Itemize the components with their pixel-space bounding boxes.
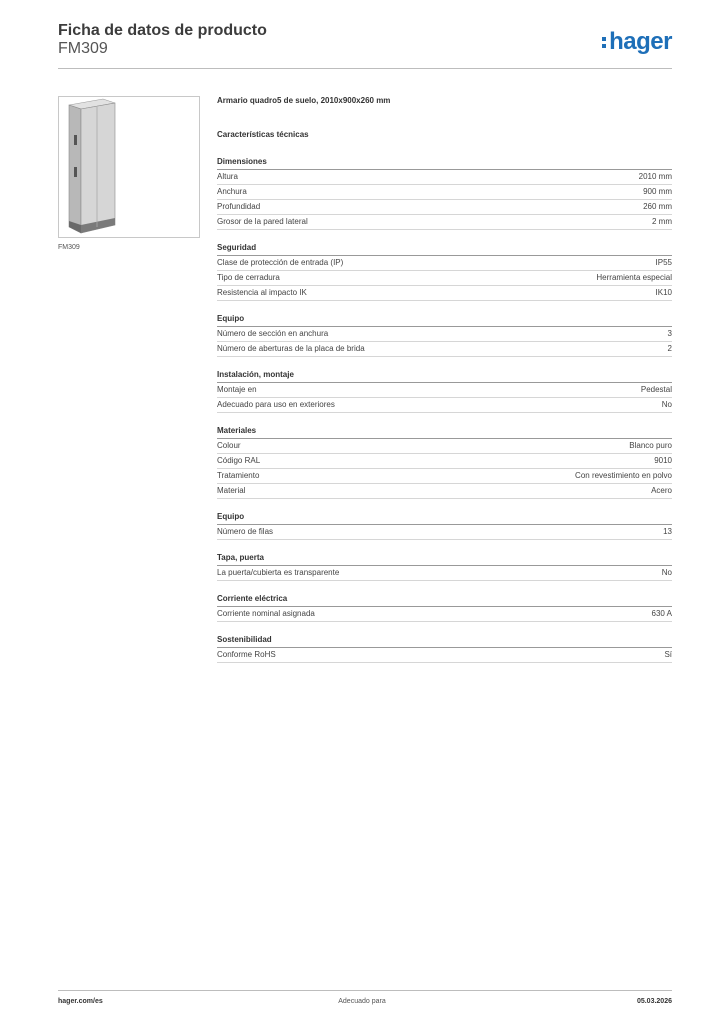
spec-value: Blanco puro xyxy=(629,441,672,450)
spec-label: Tipo de cerradura xyxy=(217,273,280,282)
spec-value: Pedestal xyxy=(640,385,672,394)
spec-row xyxy=(217,185,672,200)
spec-label: Clase de protección de entrada (IP) xyxy=(217,258,344,267)
spec-label: La puerta/cubierta es transparente xyxy=(217,568,340,577)
spec-content xyxy=(217,96,672,663)
spec-label: Montaje en xyxy=(217,385,257,394)
spec-label: Colour xyxy=(217,441,241,450)
spec-label: Adecuado para uso en exteriores xyxy=(217,400,335,409)
spec-value: No xyxy=(661,568,672,577)
spec-row xyxy=(217,342,672,357)
footer-divider xyxy=(58,990,672,991)
cabinet-image xyxy=(59,97,199,237)
spec-label: Profundidad xyxy=(217,202,261,211)
spec-row xyxy=(217,566,672,581)
product-image xyxy=(58,96,200,238)
section-title: Equipo xyxy=(217,511,672,525)
spec-value: Sí xyxy=(664,650,672,659)
spec-label: Código RAL xyxy=(217,456,261,465)
section-title: Seguridad xyxy=(217,242,672,256)
spec-row xyxy=(217,200,672,215)
spec-value: 630 A xyxy=(651,609,672,618)
spec-section xyxy=(217,369,672,413)
spec-value: IK10 xyxy=(655,288,672,297)
spec-label: Tratamiento xyxy=(217,471,260,480)
footer-date: 05.03.2026 xyxy=(636,998,672,1005)
spec-value: 2 mm xyxy=(652,217,672,226)
spec-label: Altura xyxy=(217,172,238,181)
spec-value: 9010 xyxy=(654,456,672,465)
spec-label: Corriente nominal asignada xyxy=(217,609,315,618)
spec-row xyxy=(217,170,672,185)
logo-dots-icon xyxy=(602,34,607,51)
spec-label: Número de filas xyxy=(217,527,274,536)
section-title: Sostenibilidad xyxy=(217,634,672,648)
tech-subheading: Características técnicas xyxy=(217,130,309,139)
spec-label: Número de aberturas de la placa de brida xyxy=(217,344,365,353)
spec-row xyxy=(217,271,672,286)
spec-value: Con revestimiento en polvo xyxy=(575,471,672,480)
spec-row xyxy=(217,256,672,271)
spec-section xyxy=(217,593,672,622)
spec-row xyxy=(217,383,672,398)
spec-section xyxy=(217,156,672,230)
spec-value: 260 mm xyxy=(643,202,672,211)
image-caption: FM309 xyxy=(58,244,80,251)
spec-value: 3 xyxy=(667,329,672,338)
spec-row xyxy=(217,286,672,301)
section-title: Equipo xyxy=(217,313,672,327)
spec-section xyxy=(217,552,672,581)
spec-section xyxy=(217,634,672,663)
product-headline: Armario quadro5 de suelo, 2010x900x260 mm xyxy=(217,96,391,105)
spec-value: IP55 xyxy=(655,258,672,267)
spec-value: 2 xyxy=(667,344,672,353)
spec-section xyxy=(217,511,672,540)
spec-label: Grosor de la pared lateral xyxy=(217,217,308,226)
page-title: Ficha de datos de producto xyxy=(58,22,267,39)
logo-text: hager xyxy=(609,28,672,55)
spec-value: No xyxy=(661,400,672,409)
spec-label: Conforme RoHS xyxy=(217,650,276,659)
spec-value: Acero xyxy=(651,486,672,495)
spec-row xyxy=(217,327,672,342)
header-divider xyxy=(58,68,672,69)
spec-value: 13 xyxy=(663,527,672,536)
product-code: FM309 xyxy=(58,40,108,57)
spec-label: Material xyxy=(217,486,246,495)
spec-row xyxy=(217,398,672,413)
spec-label: Número de sección en anchura xyxy=(217,329,329,338)
spec-section xyxy=(217,242,672,301)
spec-row xyxy=(217,454,672,469)
spec-section xyxy=(217,313,672,357)
section-title: Dimensiones xyxy=(217,156,672,170)
spec-row xyxy=(217,525,672,540)
section-title: Corriente eléctrica xyxy=(217,593,672,607)
spec-section xyxy=(217,425,672,499)
spec-label: Anchura xyxy=(217,187,247,196)
spec-sections xyxy=(217,156,672,663)
spec-row xyxy=(217,215,672,230)
spec-row xyxy=(217,648,672,663)
section-title: Instalación, montaje xyxy=(217,369,672,383)
spec-value: Herramienta especial xyxy=(596,273,672,282)
spec-value: 900 mm xyxy=(643,187,672,196)
spec-row xyxy=(217,439,672,454)
spec-value: 2010 mm xyxy=(638,172,672,181)
spec-row xyxy=(217,484,672,499)
spec-row xyxy=(217,607,672,622)
section-title: Materiales xyxy=(217,425,672,439)
spec-row xyxy=(217,469,672,484)
spec-label: Resistencia al impacto IK xyxy=(217,288,307,297)
footer-middle-text: Adecuado para xyxy=(338,998,386,1005)
section-title: Tapa, puerta xyxy=(217,552,672,566)
footer-website[interactable]: hager.com/es xyxy=(58,998,103,1005)
hager-logo xyxy=(602,28,672,56)
